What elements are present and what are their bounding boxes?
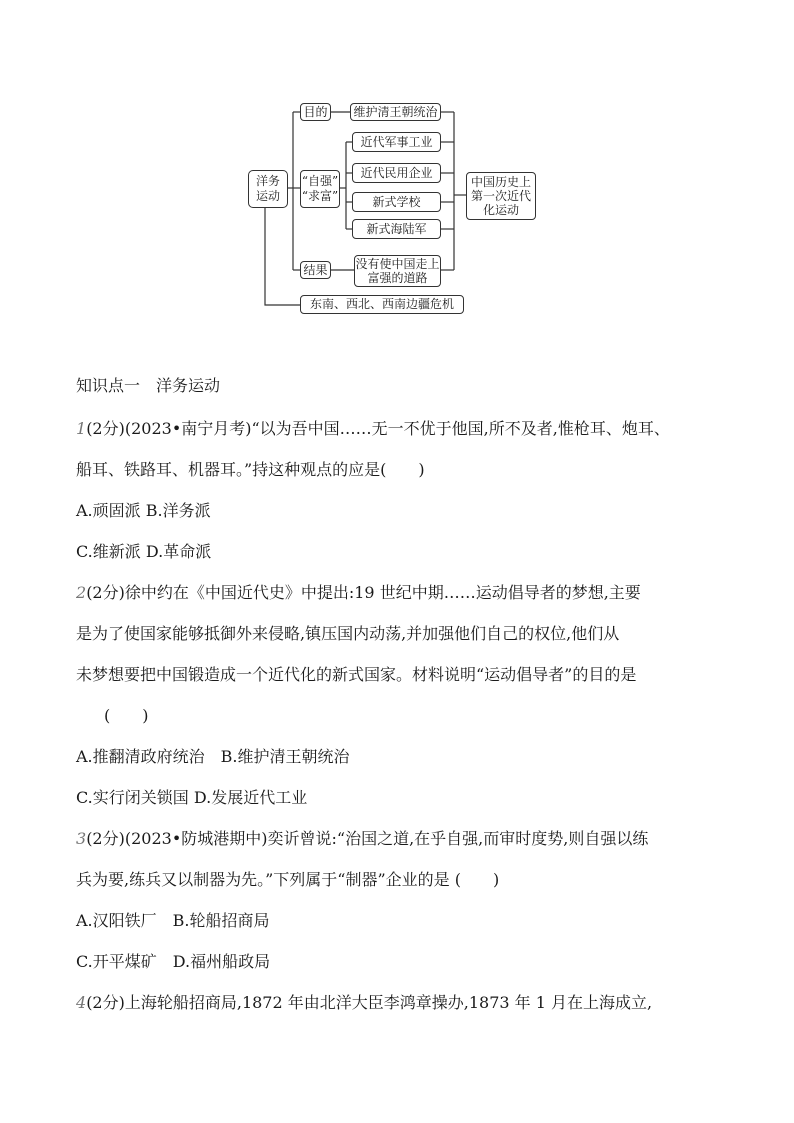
option-line[interactable]: C.维新派 D.革命派	[76, 542, 212, 561]
question-line	[76, 613, 726, 654]
question-3	[76, 818, 726, 982]
question-2	[76, 572, 726, 818]
branch-result-box	[300, 261, 331, 279]
question-text: (2分)徐中约在《中国近代史》中提出:19 世纪中期……运动倡导者的梦想,主要	[86, 583, 641, 602]
knowledge-diagram	[0, 0, 794, 330]
question-line	[76, 859, 726, 900]
purpose-label: 维护清王朝统治	[353, 104, 438, 119]
question-line	[76, 818, 726, 859]
question-number: 1	[76, 419, 87, 438]
significance-label: 中国历史上 第一次近代 化运动	[470, 175, 531, 217]
result-label: 没有使中国走上 富强的道路	[355, 257, 440, 285]
item-label: 新式海陆军	[366, 221, 427, 236]
question-text: 未梦想要把中国锻造成一个近代化的新式国家。材料说明“运动倡导者”的目的是	[76, 665, 637, 684]
branch-slogan-box	[300, 170, 340, 208]
option-line[interactable]: A.推翻清政府统治 B.维护清王朝统治	[76, 747, 350, 766]
question-1	[76, 408, 726, 572]
purpose-box	[350, 103, 441, 121]
question-text: ( )	[104, 706, 149, 725]
branch-slogan-label: “自强” “求富”	[301, 174, 339, 203]
significance-box	[466, 172, 536, 220]
question-line	[76, 982, 726, 1023]
question-number: 4	[76, 993, 87, 1012]
question-text: (2分)(2023•防城港期中)奕䜣曾说:“治国之道,在乎自强,而审时度势,则自强以练	[86, 829, 649, 848]
item-box-military	[352, 132, 441, 152]
root-label: 洋务 运动	[255, 174, 280, 203]
question-line	[76, 572, 726, 613]
branch-purpose-box	[300, 103, 331, 121]
option-line[interactable]: C.实行闭关锁国 D.发展近代工业	[76, 788, 308, 807]
item-label: 近代军事工业	[360, 134, 433, 149]
question-text: (2分)(2023•南宁月考)“以为吾中国……无一不优于他国,所不及者,惟枪耳、炮耳、	[86, 419, 670, 438]
crisis-label: 东南、西北、西南边疆危机	[309, 297, 454, 311]
question-number: 2	[76, 583, 87, 602]
section-title: 知识点一 洋务运动	[76, 376, 221, 395]
question-line	[76, 408, 726, 449]
branch-purpose-label: 目的	[303, 104, 328, 119]
option-line[interactable]: C.开平煤矿 D.福州船政局	[76, 952, 271, 971]
question-text: (2分)上海轮船招商局,1872 年由北洋大臣李鸿章操办,1873 年 1 月在上海成立,	[86, 993, 653, 1012]
root-box	[248, 170, 288, 208]
question-4	[76, 982, 726, 1023]
item-box-school	[352, 192, 441, 212]
question-text: 是为了使国家能够抵御外来侵略,镇压国内动荡,并加强他们自己的权位,他们从	[76, 624, 620, 643]
result-box	[354, 255, 441, 287]
question-number: 3	[76, 829, 87, 848]
answer-bracket	[76, 695, 726, 736]
item-label: 近代民用企业	[360, 165, 433, 180]
option-line[interactable]: A.汉阳铁厂 B.轮船招商局	[76, 911, 270, 930]
item-box-civil	[352, 163, 441, 183]
crisis-box	[300, 295, 464, 314]
question-line	[76, 449, 726, 490]
question-line	[76, 654, 726, 695]
option-line[interactable]: A.顽固派 B.洋务派	[76, 501, 211, 520]
branch-result-label: 结果	[303, 262, 328, 277]
question-text: 船耳、铁路耳、机器耳。”持这种观点的应是( )	[76, 460, 425, 479]
exercise-content	[76, 372, 726, 1023]
question-text: 兵为要,练兵又以制器为先。”下列属于“制器”企业的是 ( )	[76, 870, 500, 889]
item-label: 新式学校	[372, 194, 421, 209]
item-box-army	[352, 219, 441, 239]
